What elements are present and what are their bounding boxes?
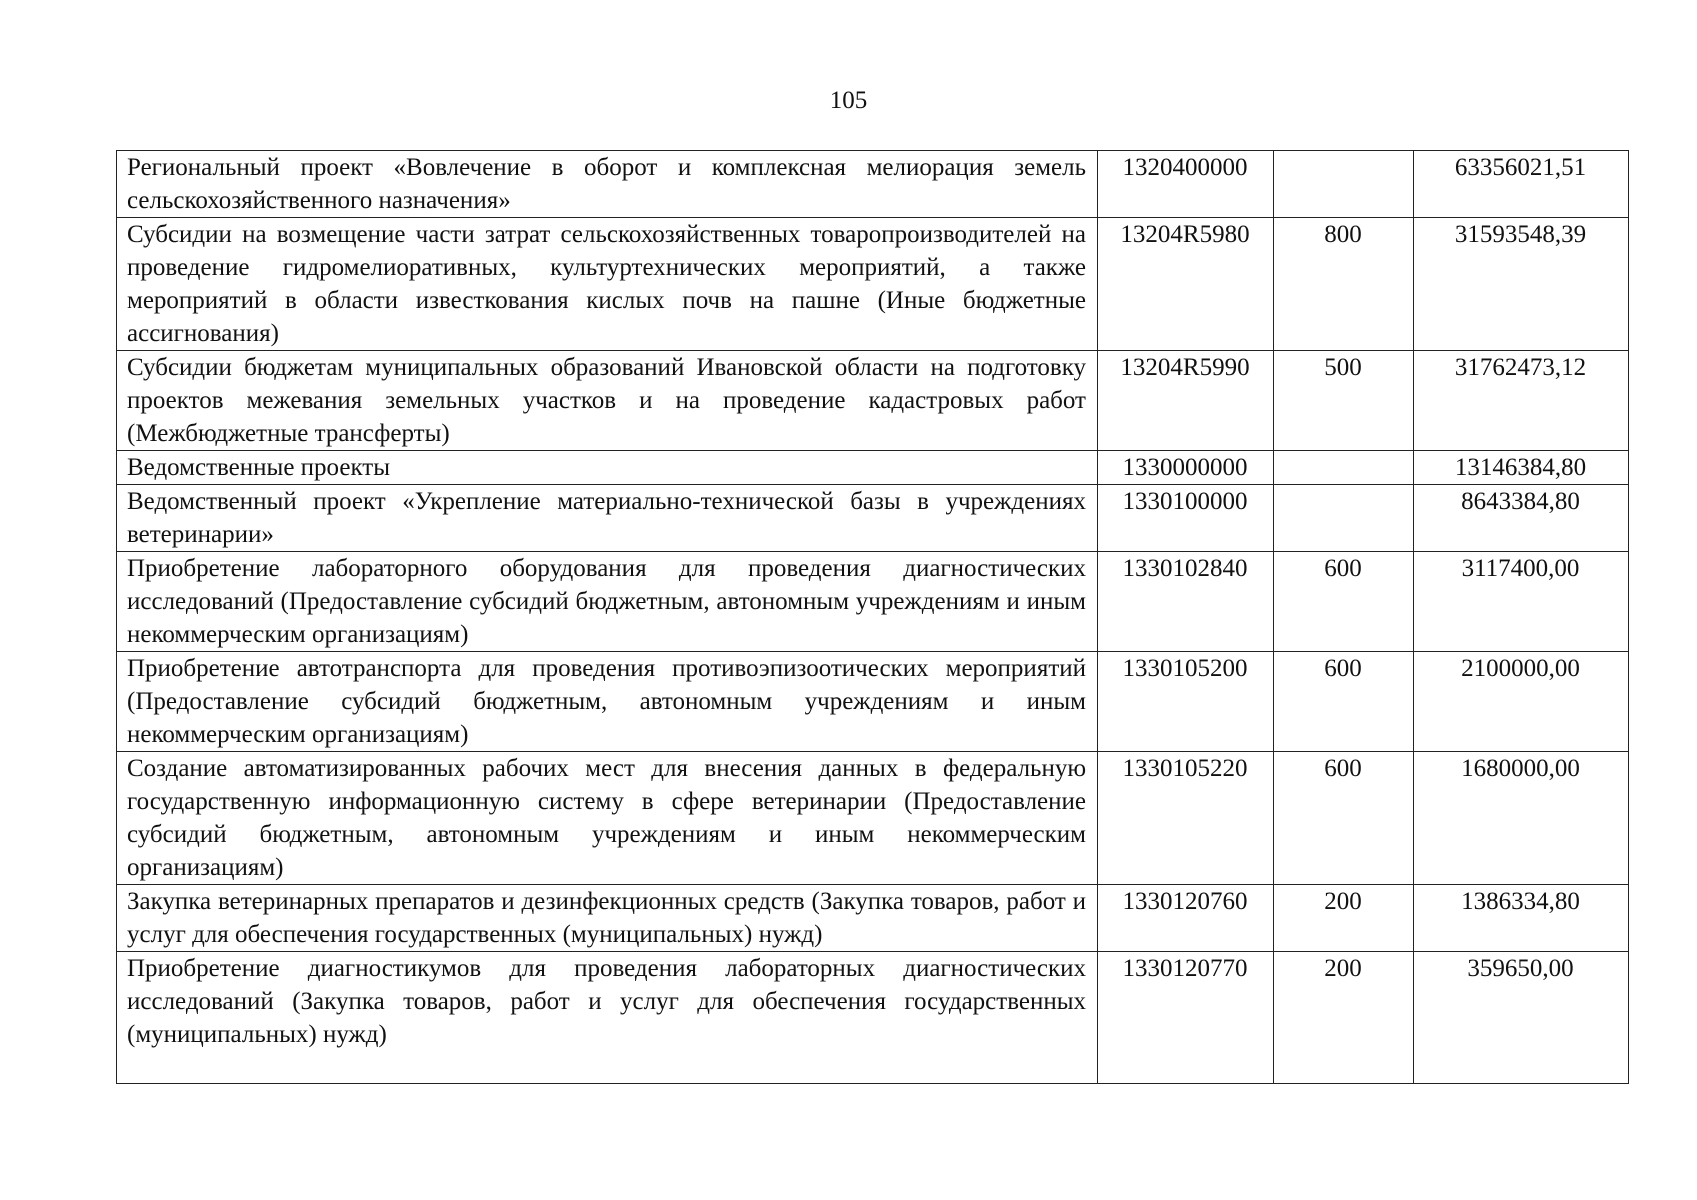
expense-type-code — [1274, 485, 1414, 552]
amount: 31593548,39 — [1414, 218, 1629, 351]
target-article-code: 1330000000 — [1098, 451, 1274, 485]
target-article-code: 13204R5980 — [1098, 218, 1274, 351]
table-row — [117, 652, 1629, 752]
target-article-code: 1330120760 — [1098, 885, 1274, 952]
table-row — [117, 885, 1629, 952]
page-number: 105 — [829, 87, 868, 114]
expense-type-code: 600 — [1274, 752, 1414, 885]
target-article-code: 1330105220 — [1098, 752, 1274, 885]
target-article-code: 1330120770 — [1098, 952, 1274, 1084]
expense-type-code — [1274, 151, 1414, 218]
amount: 359650,00 — [1414, 952, 1629, 1084]
table-row — [117, 351, 1629, 451]
amount: 31762473,12 — [1414, 351, 1629, 451]
expense-name: Региональный проект «Вовлечение в оборот и комплексная мелиорация земель сельскохозяйственного назначения» — [117, 151, 1098, 218]
target-article-code: 1330102840 — [1098, 552, 1274, 652]
amount: 1386334,80 — [1414, 885, 1629, 952]
expense-type-code: 600 — [1274, 552, 1414, 652]
amount: 2100000,00 — [1414, 652, 1629, 752]
table-row — [117, 485, 1629, 552]
expense-type-code: 600 — [1274, 652, 1414, 752]
target-article-code: 1320400000 — [1098, 151, 1274, 218]
table-row — [117, 218, 1629, 351]
expense-name: Создание автоматизированных рабочих мест для внесения данных в федеральную государственную информационную систему в сфере ветеринарии (Предоставление субсидий бюджетным, автономным учреждениям и иным некоммерческим организациям) — [117, 752, 1098, 885]
expense-name: Ведомственный проект «Укрепление материально-технической базы в учреждениях ветеринарии» — [117, 485, 1098, 552]
budget-table — [116, 150, 1629, 1084]
expense-name: Приобретение автотранспорта для проведения противоэпизоотических мероприятий (Предоставление субсидий бюджетным, автономным учреждениям и иным некоммерческим организациям) — [117, 652, 1098, 752]
expense-name: Субсидии на возмещение части затрат сельскохозяйственных товаропроизводителей на проведение гидромелиоративных, культуртехнических мероприятий, а также мероприятий в области известкования кислых почв на пашне (Иные бюджетные ассигнования) — [117, 218, 1098, 351]
table-row — [117, 151, 1629, 218]
expense-type-code: 200 — [1274, 952, 1414, 1084]
amount: 13146384,80 — [1414, 451, 1629, 485]
amount: 1680000,00 — [1414, 752, 1629, 885]
expense-type-code: 200 — [1274, 885, 1414, 952]
amount: 8643384,80 — [1414, 485, 1629, 552]
table-row — [117, 552, 1629, 652]
expense-name: Приобретение лабораторного оборудования для проведения диагностических исследований (Предоставление субсидий бюджетным, автономным учреждениям и иным некоммерческим организациям) — [117, 552, 1098, 652]
expense-type-code: 500 — [1274, 351, 1414, 451]
target-article-code: 1330105200 — [1098, 652, 1274, 752]
table-row — [117, 451, 1629, 485]
expense-name: Закупка ветеринарных препаратов и дезинфекционных средств (Закупка товаров, работ и услуг для обеспечения государственных (муниципальных) нужд) — [117, 885, 1098, 952]
table-row — [117, 952, 1629, 1084]
expense-type-code: 800 — [1274, 218, 1414, 351]
target-article-code: 1330100000 — [1098, 485, 1274, 552]
amount: 3117400,00 — [1414, 552, 1629, 652]
expense-type-code — [1274, 451, 1414, 485]
expense-name: Ведомственные проекты — [117, 451, 1098, 485]
target-article-code: 13204R5990 — [1098, 351, 1274, 451]
expense-name: Приобретение диагностикумов для проведения лабораторных диагностических исследований (Закупка товаров, работ и услуг для обеспечения государственных (муниципальных) нужд) — [117, 952, 1098, 1084]
table-row — [117, 752, 1629, 885]
expense-name: Субсидии бюджетам муниципальных образований Ивановской области на подготовку проектов межевания земельных участков и на проведение кадастровых работ (Межбюджетные трансферты) — [117, 351, 1098, 451]
amount: 63356021,51 — [1414, 151, 1629, 218]
